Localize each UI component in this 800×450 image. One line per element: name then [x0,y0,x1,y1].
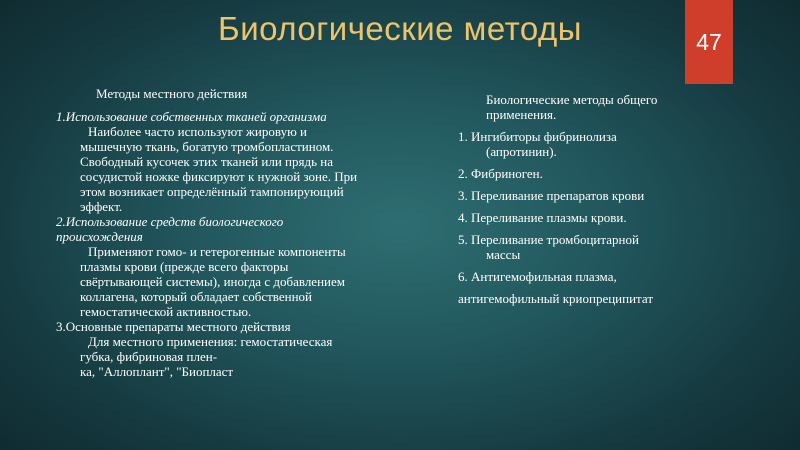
list-item [458,129,708,159]
text-line: ка, "Аллоплант", "Биопласт [80,364,234,379]
text-line: применения. [486,107,557,122]
slide-title: Биологические методы [218,10,582,47]
text-line: 4. Переливание плазмы крови. [458,210,627,225]
general-methods-heading [458,92,708,122]
item3-title: 3.Основные препараты местного действия [56,319,291,334]
list-item [458,166,708,181]
text-line: 2. Фибриноген. [458,166,543,181]
list-item [458,291,708,306]
text-line: 3. Переливание препаратов крови [458,188,645,203]
text-line: Свободный кусочек этих тканей или прядь на [80,154,333,169]
text-line: коллагена, который обладает собственной [80,289,312,304]
item3-text [56,334,374,379]
text-line: этом возникает определённый тампонирующий [80,184,344,199]
text-line: мышечную ткань, богатую тромбопластином. [80,139,334,154]
text-line: Для местного применения: гемостатическая [88,334,333,349]
text-line: свёртывающей системы), иногда с добавлением [80,274,345,289]
text-line: эффект. [80,199,123,214]
text-line: Наиболее часто используют жировую и [88,124,307,139]
item2-title [56,214,374,244]
text-line: гемостатической активностью. [80,304,252,319]
item1-text [56,124,374,214]
local-methods-heading: Методы местного действия [96,86,248,101]
list-item [458,269,708,284]
list-item [458,232,708,262]
list-item [458,210,708,225]
page-number-badge: 47 [685,0,733,84]
text-line: 5. Переливание тромбоцитарной [458,232,639,247]
local-methods-column [56,86,374,379]
item1-title: 1.Использование собственных тканей организма [56,109,327,124]
text-line: (апротинин). [486,144,557,159]
text-line: плазмы крови (прежде всего факторы [80,259,289,274]
text-line: сосудистой ножке фиксируют к нужной зоне. При [80,169,358,184]
text-line: антигемофильный криопреципитат [458,291,653,306]
text-line: 1. Ингибиторы фибринолиза [458,129,617,144]
item2-text [56,244,374,319]
general-methods-column [458,92,708,306]
text-line: 6. Антигемофильная плазма, [458,269,617,284]
text-line: массы [486,247,521,262]
text-line: Применяют гомо- и гетерогенные компоненты [88,244,346,259]
list-item [458,188,708,203]
text-line: 2.Использование средств биологического [56,214,284,229]
text-line: Биологические методы общего [486,92,658,107]
text-line: губка, фибриновая плен- [80,349,218,364]
text-line: происхождения [56,229,143,244]
